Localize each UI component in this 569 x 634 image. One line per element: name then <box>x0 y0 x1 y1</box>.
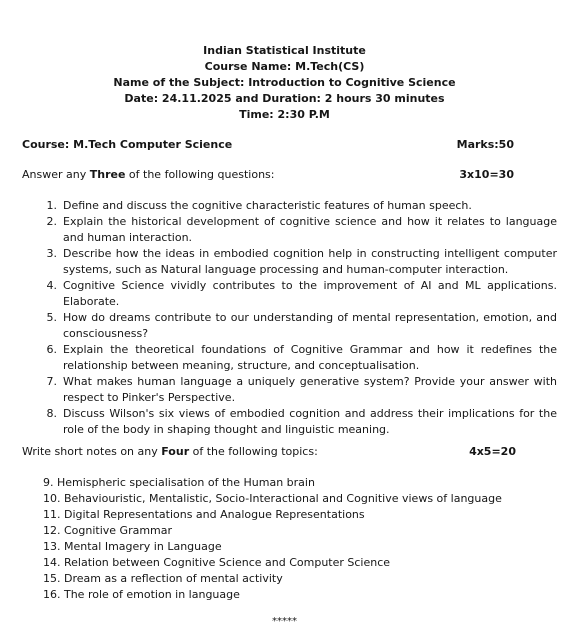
question-text: What makes human language a uniquely generative system? Provide your answer with respect to Pinker's Perspective. <box>63 375 557 404</box>
section-a-instruction <box>22 167 274 182</box>
topic-item: 10. Behaviouristic, Mentalistic, Socio-Interactional and Cognitive views of language <box>43 492 502 505</box>
question-text: Explain the historical development of cognitive science and how it relates to language and human interaction. <box>63 215 557 244</box>
section-b-marks: 4x5=20 <box>469 445 516 458</box>
section-b-instruction <box>22 444 318 459</box>
course-label: Course: M.Tech Computer Science <box>22 138 233 151</box>
topic-item: 11. Digital Representations and Analogue Representations <box>43 508 365 521</box>
question-number: 6. <box>46 343 57 356</box>
section-b-instr-pre: Write short notes on any <box>22 445 162 458</box>
section-b-instr-post: of the following topics: <box>189 445 318 458</box>
topic-item: 16. The role of emotion in language <box>43 588 240 601</box>
question-text: Discuss Wilson's six views of embodied cognition and address their implications for the role of the body in shaping thought and linguistic meaning. <box>63 407 557 436</box>
question-text: Describe how the ideas in embodied cognition help in constructing intelligent computer systems, such as Natural language processing and human-computer interaction. <box>63 247 557 276</box>
section-a-instr-pre: Answer any <box>22 168 90 181</box>
question-text: Cognitive Science vividly contributes to the improvement of AI and ML applications. Elaborate. <box>63 279 557 308</box>
exam-time: Time: 2:30 P.M <box>239 108 330 121</box>
question-number: 1. <box>46 199 57 212</box>
section-a-instr-count: Three <box>89 168 126 181</box>
question-number: 4. <box>46 279 57 292</box>
section-b-instr-count: Four <box>161 445 190 458</box>
institute-name: Indian Statistical Institute <box>203 44 366 57</box>
topic-item: 9. Hemispheric specialisation of the Human brain <box>43 476 315 489</box>
course-name: Course Name: M.Tech(CS) <box>204 60 365 73</box>
question-text: How do dreams contribute to our understanding of mental representation, emotion, and consciousness? <box>63 311 557 340</box>
section-a-instr-post: of the following questions: <box>125 168 275 181</box>
topic-item: 15. Dream as a reflection of mental activity <box>43 572 283 585</box>
question-number: 8. <box>46 407 57 420</box>
question-text: Define and discuss the cognitive characteristic features of human speech. <box>63 199 472 212</box>
topic-item: 12. Cognitive Grammar <box>43 524 173 537</box>
question-text: Explain the theoretical foundations of Cognitive Grammar and how it redefines the relationship between meaning, structure, and conceptualisation. <box>63 343 557 372</box>
question-number: 7. <box>46 375 57 388</box>
topic-item: 14. Relation between Cognitive Science and Computer Science <box>43 556 391 569</box>
date-duration: Date: 24.11.2025 and Duration: 2 hours 30 minutes <box>124 92 445 105</box>
question-number: 3. <box>46 247 57 260</box>
total-marks: Marks:50 <box>456 138 514 151</box>
subject-name: Name of the Subject: Introduction to Cognitive Science <box>113 76 456 89</box>
section-a-marks: 3x10=30 <box>459 168 514 181</box>
end-marker: ***** <box>272 616 297 627</box>
question-number: 5. <box>46 311 57 324</box>
topic-item: 13. Mental Imagery in Language <box>43 540 222 553</box>
question-number: 2. <box>46 215 57 228</box>
